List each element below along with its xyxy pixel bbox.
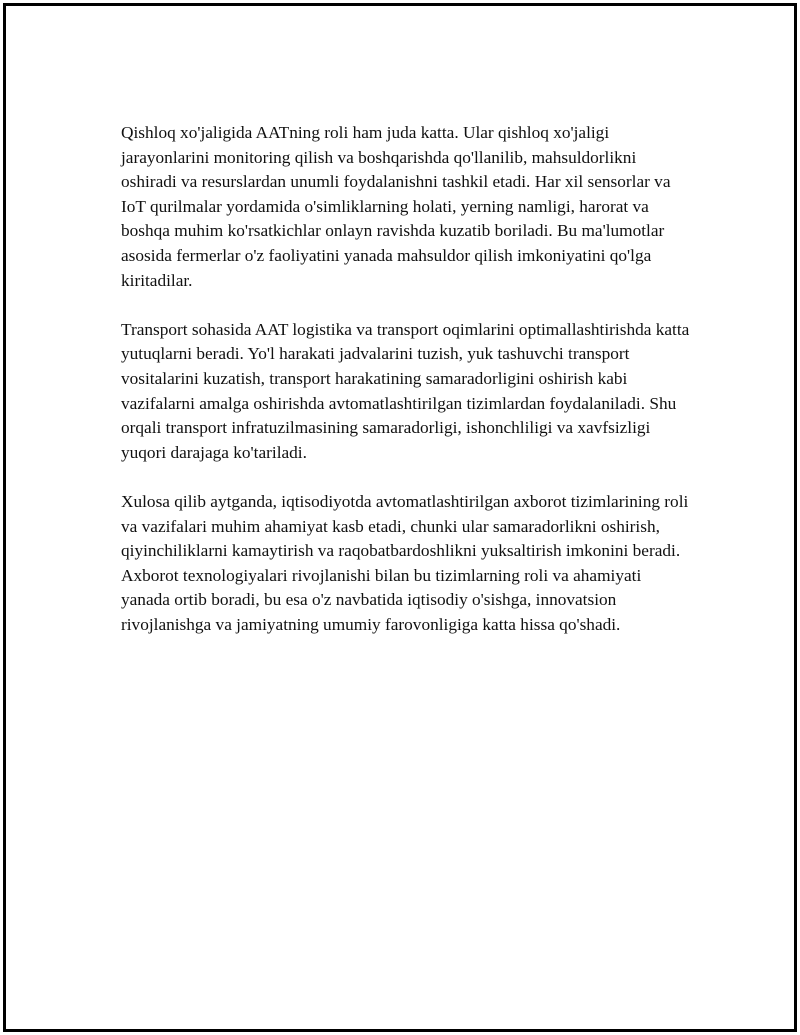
paragraph-conclusion: Xulosa qilib aytganda, iqtisodiyotda avtomatlashtirilgan axborot tizimlarining roli va vazifalari muhim ahamiyat kasb etadi, chunki ular samaradorlikni oshirish, qiyinchiliklarni kamaytirish va raqobatbardoshlikni yuksaltirish imkonini beradi. Axborot texnologiyalari rivojlanishi bilan bu tizimlarning roli va ahamiyati yanada ortib boradi, bu esa o'z navbatida iqtisodiy o'sishga, innovatsion rivojlanishga va jamiyatning umumiy farovonligiga katta hissa qo'shadi. (121, 491, 689, 634)
document-page (3, 3, 797, 1032)
paragraph-agriculture: Qishloq xo'jaligida AATning roli ham juda katta. Ular qishloq xo'jaligi jarayonlarini monitoring qilish va boshqarishda qo'llanilib, mahsuldorlikni oshiradi va resurslardan unumli foydalanishni tashkil etadi. Har xil sensorlar va IoT qurilmalar yordamida o'simliklarning holati, yerning namligi, harorat va boshqa muhim ko'rsatkichlar onlayn ravishda kuzatib boriladi. Bu ma'lumotlar asosida fermerlar o'z faoliyatini yanada mahsuldor qilish imkoniyatini qo'lga kiritadilar. (121, 123, 671, 290)
document-body (121, 121, 691, 662)
paragraph-transport: Transport sohasida AAT logistika va transport oqimlarini optimallashtirishda katta yutuqlarni beradi. Yo'l harakati jadvalarini tuzish, yuk tashuvchi transport vositalarini kuzatish, transport harakatining samaradorligini oshirish kabi vazifalarni amalga oshirishda avtomatlashtirilgan tizimlardan foydalaniladi. Shu orqali transport infratuzilmasining samaradorligi, ishonchliligi va xavfsizligi yuqori darajaga ko'tariladi. (121, 319, 690, 462)
